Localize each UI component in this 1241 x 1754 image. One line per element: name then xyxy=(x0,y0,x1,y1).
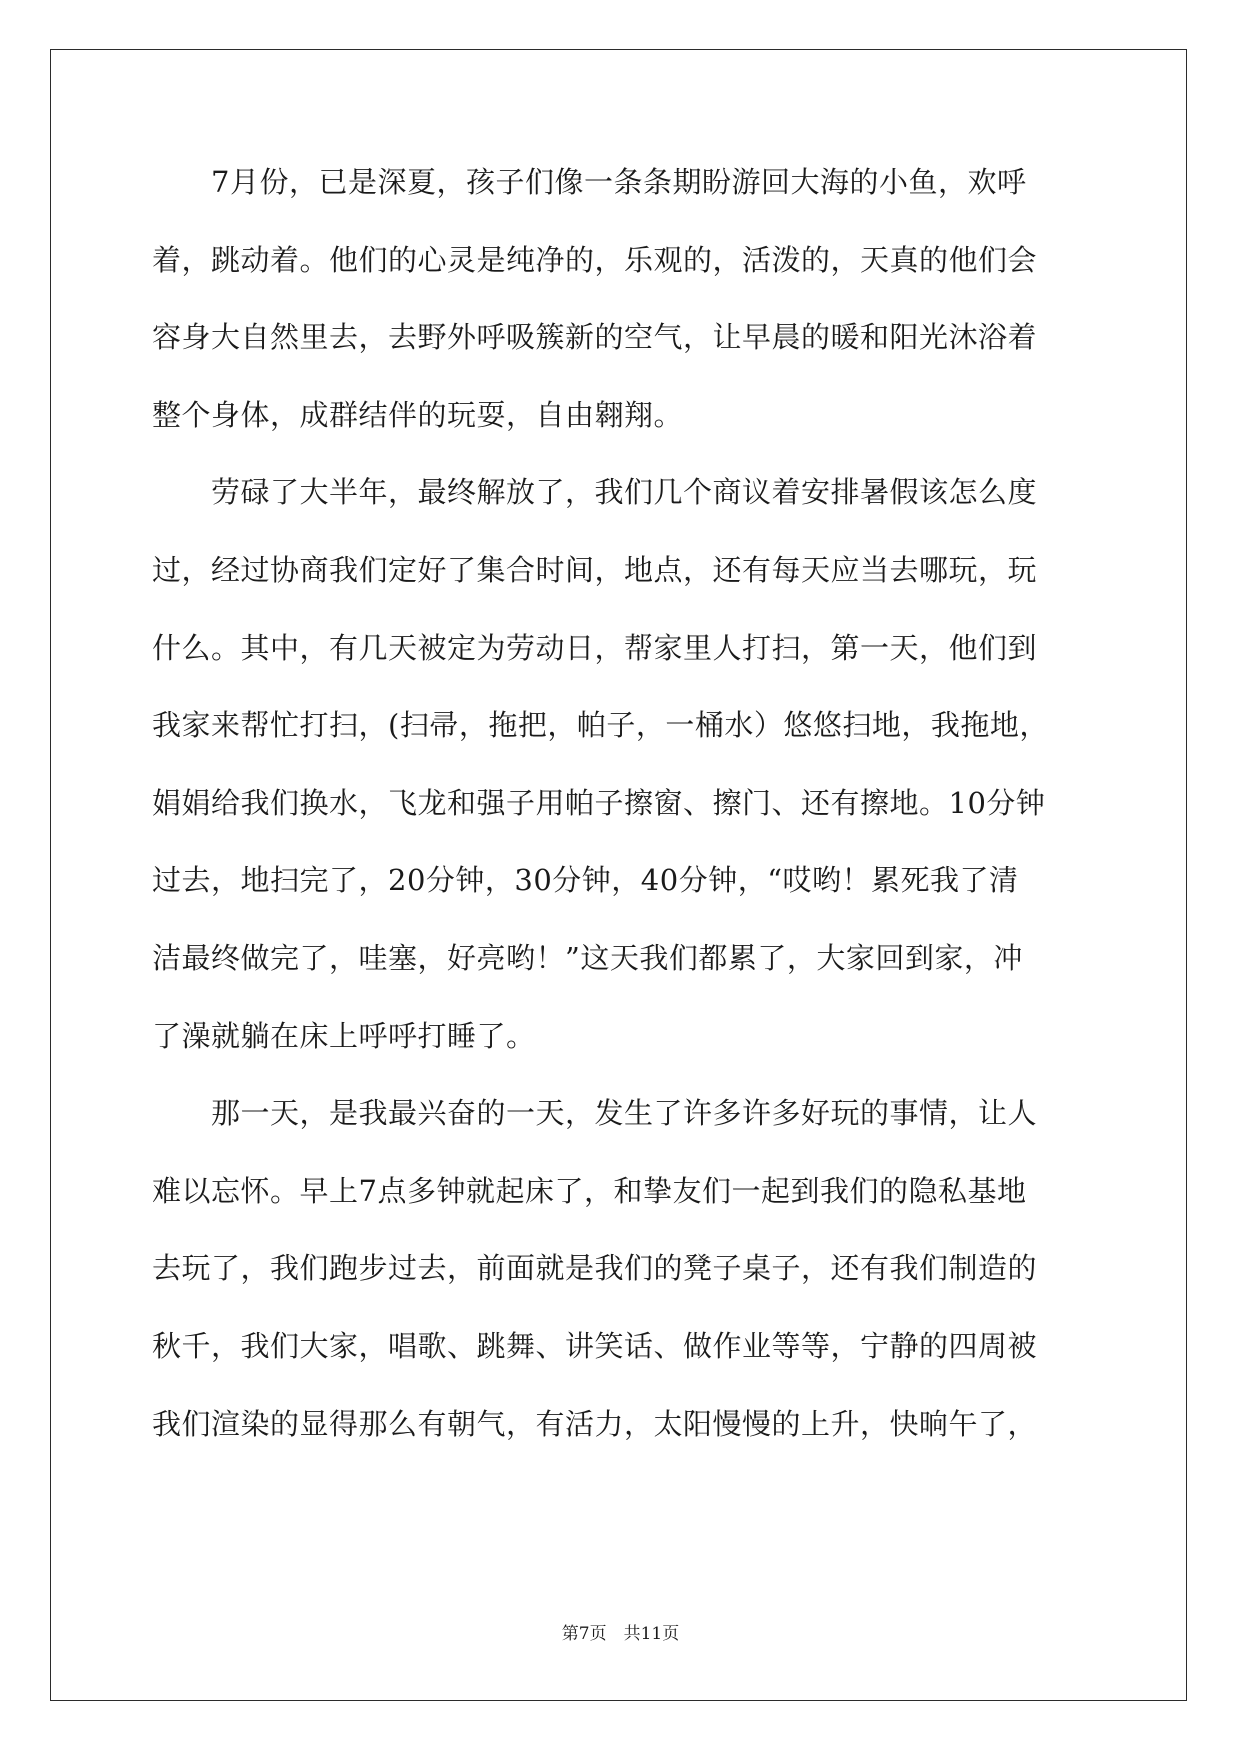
text-line: 我们渲染的显得那么有朝气，有活力，太阳慢慢的上升，快晌午了， xyxy=(152,1406,1038,1441)
text-line: 那一天，是我最兴奋的一天，发生了许多许多好玩的事情，让人 xyxy=(152,1096,1038,1131)
text-line: 过去，地扫完了，20分钟，30分钟，40分钟，“哎哟！累死我了清 xyxy=(152,863,1019,898)
text-line: 7月份，已是深夏，孩子们像一条条期盼游回大海的小鱼，欢呼 xyxy=(152,165,1027,199)
text-line: 过，经过协商我们定好了集合时间，地点，还有每天应当去哪玩，玩 xyxy=(152,552,1038,587)
text-line: 难以忘怀。早上7点多钟就起床了，和挚友们一起到我们的隐私基地 xyxy=(152,1173,1027,1208)
text-line: 容身大自然里去，去野外呼吸簇新的空气，让早晨的暖和阳光沐浴着 xyxy=(152,320,1038,355)
text-line: 去玩了，我们跑步过去，前面就是我们的凳子桌子，还有我们制造的 xyxy=(152,1251,1038,1286)
document-body xyxy=(152,160,1092,1479)
text-line: 劳碌了大半年，最终解放了，我们几个商议着安排暑假该怎么度 xyxy=(152,475,1038,510)
text-line: 娟娟给我们换水，飞龙和强子用帕子擦窗、擦门、还有擦地。10分钟 xyxy=(152,785,1046,820)
text-line: 了澡就躺在床上呼呼打睡了。 xyxy=(152,1018,536,1053)
text-line: 我家来帮忙打扫，(扫帚，拖把，帕子，一桶水）悠悠扫地，我拖地， xyxy=(152,708,1049,743)
page-number: 第7页 共11页 xyxy=(561,1624,680,1644)
text-line: 洁最终做完了，哇塞，好亮哟！”这天我们都累了，大家回到家，冲 xyxy=(152,940,1023,975)
text-line: 整个身体，成群结伴的玩耍，自由翱翔。 xyxy=(152,397,684,432)
text-line: 什么。其中，有几天被定为劳动日，帮家里人打扫，第一天，他们到 xyxy=(152,630,1038,665)
text-line: 秋千，我们大家，唱歌、跳舞、讲笑话、做作业等等，宁静的四周被 xyxy=(152,1328,1038,1363)
text-line: 着，跳动着。他们的心灵是纯净的，乐观的，活泼的，天真的他们会 xyxy=(152,242,1038,277)
